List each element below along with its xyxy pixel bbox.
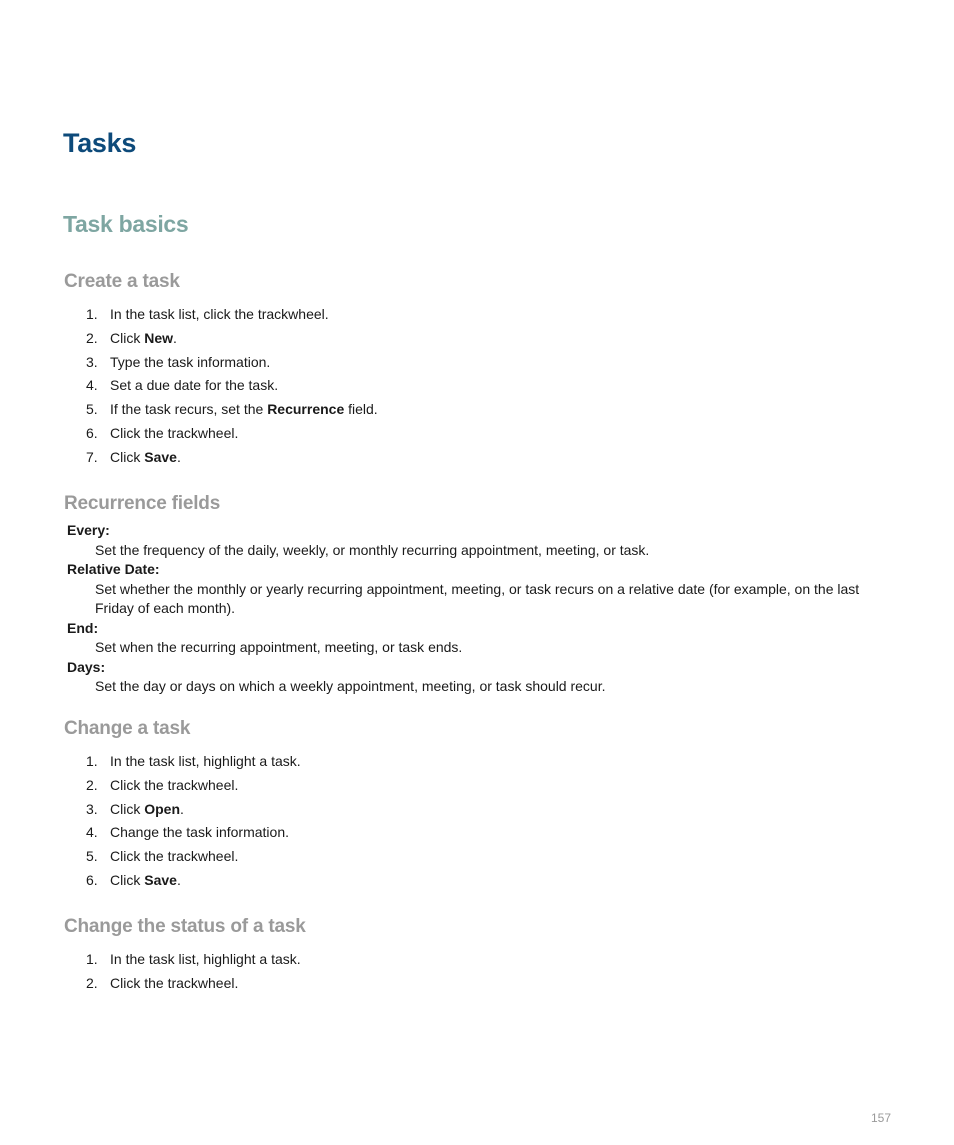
step-item (86, 329, 378, 353)
step-number: 2. (86, 329, 98, 346)
step-item (86, 448, 378, 472)
recurrence-fields-list (67, 521, 897, 697)
step-item (86, 871, 301, 895)
step-text: Click the trackwheel. (110, 848, 239, 865)
step-item (86, 424, 378, 448)
field-term: Every: (67, 522, 110, 538)
section-title: Task basics (63, 211, 189, 237)
step-item (86, 950, 301, 974)
step-text: Type the task information. (110, 353, 271, 370)
step-item (86, 752, 301, 776)
step-item (86, 974, 301, 998)
step-bold-text: Open (144, 800, 181, 817)
step-bold-text: New (144, 329, 174, 346)
step-text: Click (110, 800, 145, 817)
step-number: 2. (86, 776, 98, 793)
step-number: 4. (86, 824, 98, 841)
step-text: In the task list, highlight a task. (110, 753, 301, 769)
step-item (86, 376, 378, 400)
step-text: Click (110, 448, 145, 465)
step-number: 1. (86, 306, 98, 322)
step-number: 3. (86, 800, 98, 817)
step-bold-text: Save (144, 448, 177, 465)
step-number: 2. (86, 974, 98, 991)
page-number: 157 (870, 1111, 891, 1125)
step-text: Click the trackwheel. (110, 424, 239, 441)
step-number: 3. (86, 353, 98, 370)
change-status-heading: Change the status of a task (64, 916, 306, 937)
field-term: Relative Date: (67, 561, 160, 577)
step-text: Click the trackwheel. (110, 776, 239, 793)
step-number: 1. (86, 951, 98, 967)
field-description: Set whether the monthly or yearly recurring appointment, meeting, or task recurs on a relative date (for example, on the last Friday of each month). (95, 580, 860, 616)
step-number: 5. (86, 401, 98, 418)
step-item (86, 305, 378, 329)
step-number: 6. (86, 871, 98, 888)
step-item (86, 800, 301, 824)
recurrence-fields-heading: Recurrence fields (64, 493, 221, 514)
field-term: Days: (67, 658, 106, 675)
step-text: Change the task information. (110, 824, 289, 841)
step-text: Click the trackwheel. (110, 974, 239, 991)
step-item (86, 847, 301, 871)
field-description: Set the day or days on which a weekly appointment, meeting, or task should recur. (95, 678, 606, 694)
step-bold-text: Recurrence (267, 401, 345, 418)
step-item (86, 400, 378, 424)
create-task-steps (86, 305, 378, 472)
page-title: Tasks (63, 128, 137, 158)
step-text-end: . (180, 800, 184, 817)
change-status-steps (86, 950, 301, 998)
step-text: Click (110, 871, 145, 888)
step-number: 7. (86, 448, 98, 465)
step-item (86, 823, 301, 847)
field-description: Set when the recurring appointment, meeting, or task ends. (95, 639, 463, 655)
step-number: 6. (86, 424, 98, 441)
step-item (86, 776, 301, 800)
step-text: In the task list, click the trackwheel. (110, 306, 329, 322)
step-text-end: field. (344, 401, 378, 418)
change-task-steps (86, 752, 301, 895)
step-text: If the task recurs, set the (110, 401, 268, 418)
create-task-heading: Create a task (64, 271, 180, 292)
step-number: 1. (86, 753, 98, 769)
step-text: In the task list, highlight a task. (110, 951, 301, 967)
field-term: End: (67, 619, 99, 636)
step-bold-text: Save (144, 871, 177, 888)
step-text-end: . (176, 448, 181, 465)
step-text: Click (110, 329, 145, 346)
field-description: Set the frequency of the daily, weekly, or monthly recurring appointment, meeting, or task. (95, 541, 650, 558)
step-text: Set a due date for the task. (110, 377, 279, 394)
change-task-heading: Change a task (64, 718, 191, 739)
step-text-end: . (173, 329, 177, 346)
step-number: 5. (86, 848, 98, 865)
step-item (86, 353, 378, 377)
step-number: 4. (86, 377, 98, 394)
step-text-end: . (176, 871, 181, 888)
